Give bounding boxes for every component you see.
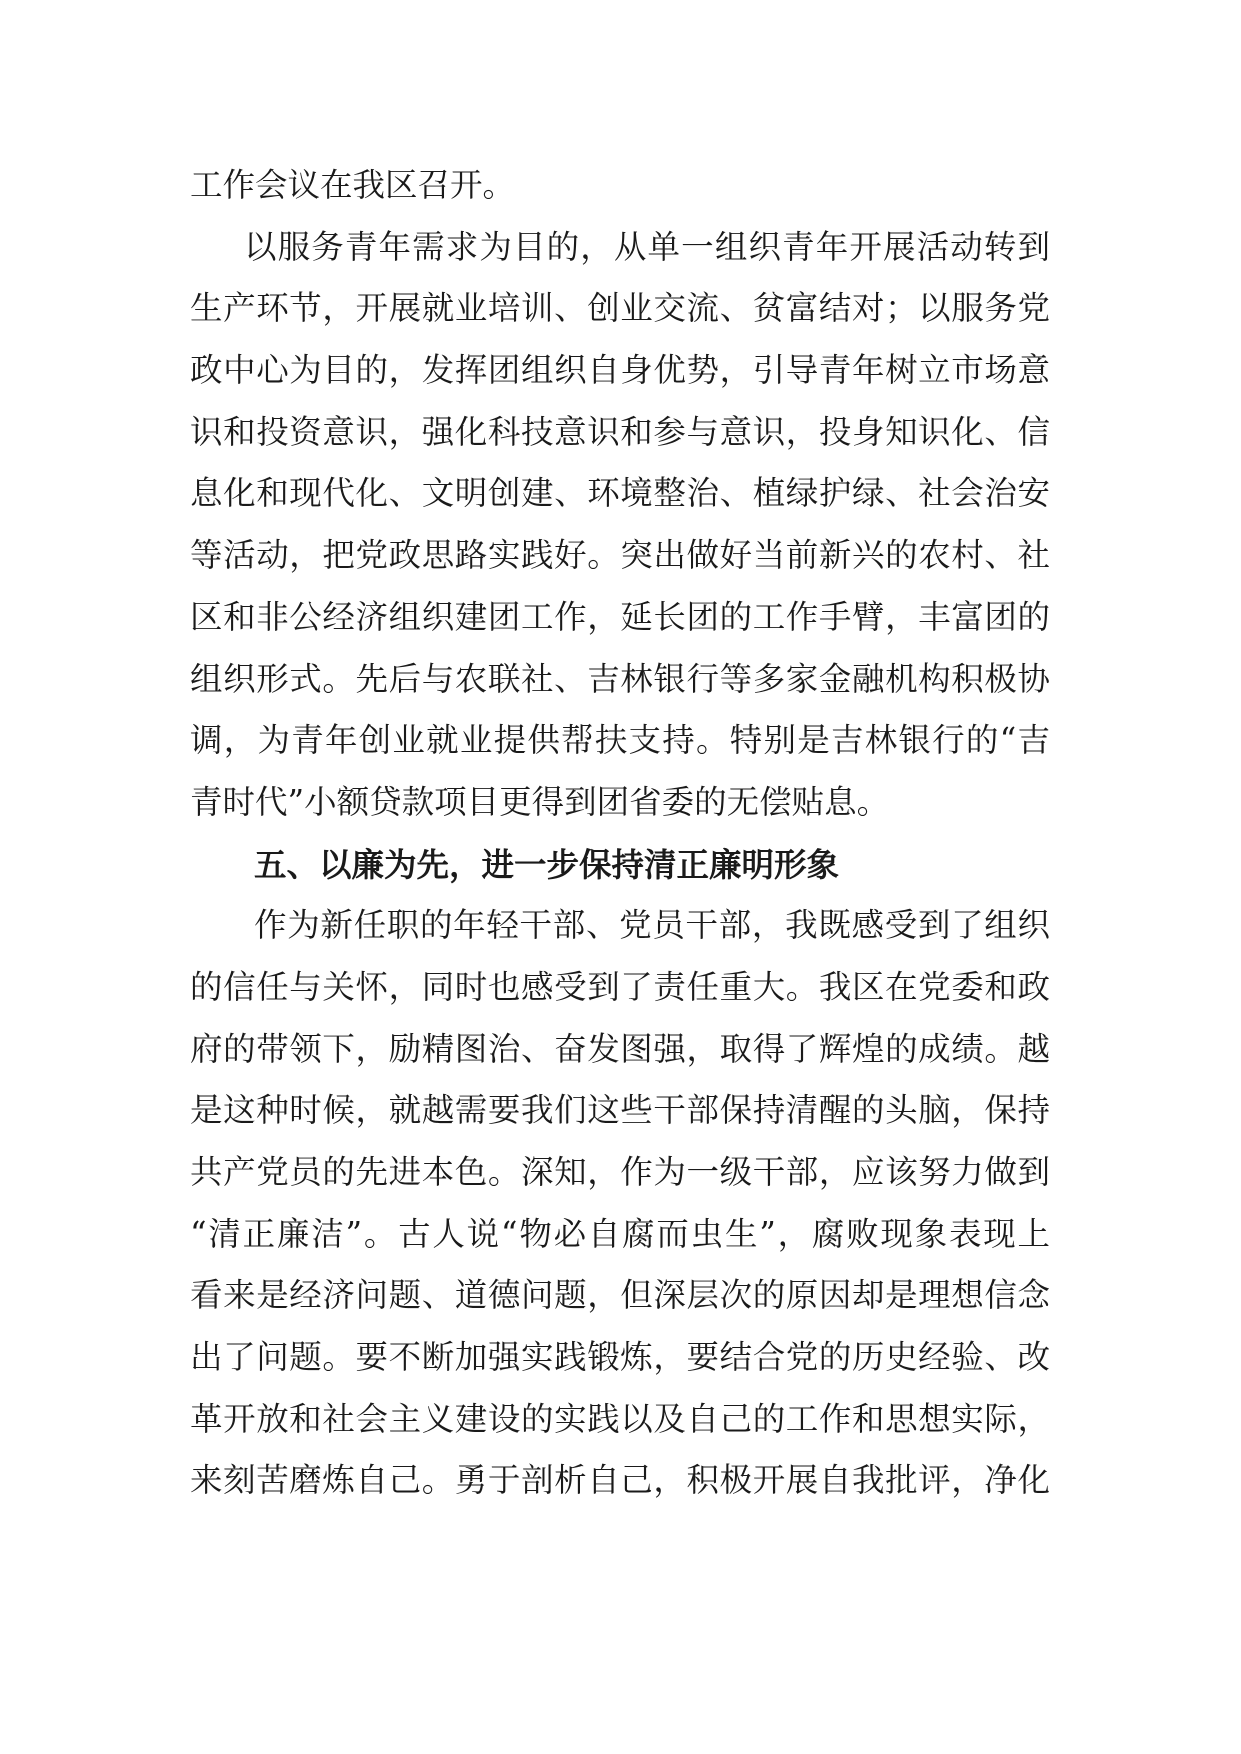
section-heading: 五、以廉为先，进一步保持清正廉明形象 <box>254 844 840 884</box>
text-line: 政中心为目的，发挥团组织自身优势，引导青年树立市场意 <box>190 351 1050 390</box>
text-line: 区和非公经济组织建团工作，延长团的工作手臂，丰富团的 <box>190 597 1050 636</box>
text-line: 共产党员的先进本色。深知，作为一级干部，应该努力做到 <box>190 1153 1050 1191</box>
text-line: 府的带领下，励精图治、奋发图强，取得了辉煌的成绩。越 <box>190 1029 1050 1068</box>
text-line: 识和投资意识，强化科技意识和参与意识，投身知识化、信 <box>190 412 1050 451</box>
document-body <box>190 155 1050 1512</box>
text-line: 工作会议在我区召开。 <box>190 166 516 204</box>
text-line: 是这种时候，就越需要我们这些干部保持清醒的头脑，保持 <box>190 1091 1050 1130</box>
paragraph-first-line: 作为新任职的年轻干部、党员干部，我既感受到了组织 <box>254 906 1050 945</box>
text-line: 青时代”小额贷款项目更得到团省委的无偿贴息。 <box>190 782 890 821</box>
text-line: 息化和现代化、文明创建、环境整治、植绿护绿、社会治安 <box>190 474 1050 513</box>
text-line: 组织形式。先后与农联社、吉林银行等多家金融机构积极协 <box>190 659 1050 698</box>
text-line: 来刻苦磨炼自己。勇于剖析自己，积极开展自我批评，净化 <box>190 1461 1050 1500</box>
text-line: 出了问题。要不断加强实践锻炼，要结合党的历史经验、改 <box>190 1338 1050 1377</box>
text-line: 的信任与关怀，同时也感受到了责任重大。我区在党委和政 <box>190 967 1050 1006</box>
text-line: 调，为青年创业就业提供帮扶支持。特别是吉林银行的“吉 <box>190 721 1050 760</box>
text-line: 等活动，把党政思路实践好。突出做好当前新兴的农村、社 <box>190 536 1050 575</box>
text-line: 看来是经济问题、道德问题，但深层次的原因却是理想信念 <box>190 1276 1050 1315</box>
paragraph-first-line: 以服务青年需求为目的，从单一组织青年开展活动转到 <box>244 227 1050 266</box>
text-line: 革开放和社会主义建设的实践以及自己的工作和思想实际， <box>190 1399 1050 1438</box>
text-line: 生产环节，开展就业培训、创业交流、贫富结对；以服务党 <box>190 289 1050 328</box>
text-line: “清正廉洁”。古人说“物必自腐而虫生”，腐败现象表现上 <box>190 1214 1050 1253</box>
